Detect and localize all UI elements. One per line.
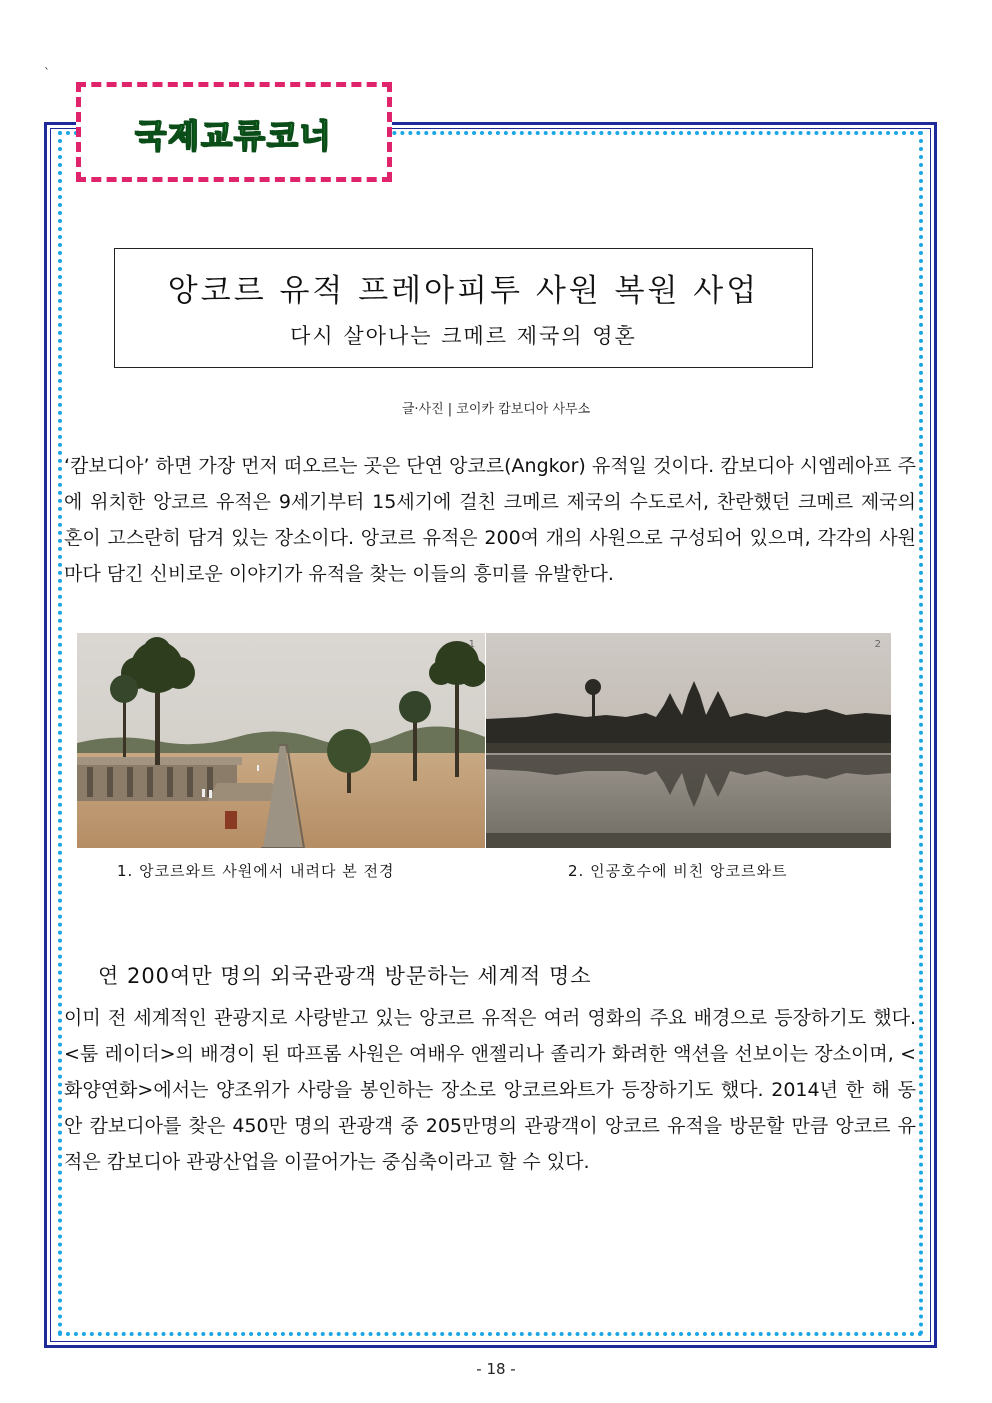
- photo-1-number: 1: [468, 639, 475, 650]
- photo-1-caption: 1. 앙코르와트 사원에서 내려다 본 전경: [117, 862, 395, 880]
- body-paragraph: 이미 전 세계적인 관광지로 사랑받고 있는 앙코르 유적은 여러 영화의 주요 배경으로 등장하기도 했다. <툼 레이더>의 배경이 된 따프롬 사원은 여배우 앤젤리나 졸리가 화려한 액션을 선보이는 장소이며, <화양연화>에서는 양조위가 사랑을 봉인하는 장소로 앙코르와트가 등장하기도 했다. 2014년 한 해 동안 캄보디아를 찾은 450만 명의 관광객 중 205만명의 관광객이 앙코르 유적을 방문할 만큼 앙코르 유적은 캄보디아 관광산업을 이끌어가는 중심축이라고 할 수 있다.: [64, 1007, 916, 1173]
- photo-2-image: [486, 633, 891, 848]
- article-title: 앙코르 유적 프레아피투 사원 복원 사업: [167, 273, 760, 309]
- intro-paragraph: ‘캄보디아’ 하면 가장 먼저 떠오르는 곳은 단연 앙코르(Angkor) 유적일 것이다. 캄보디아 시엠레아프 주에 위치한 앙코르 유적은 9세기부터 15세기에 걸친 크메르 제국의 수도로서, 찬란했던 크메르 제국의 혼이 고스란히 담겨 있는 장소이다. 앙코르 유적은 200여 개의 사원으로 구성되어 있으며, 각각의 사원마다 담긴 신비로운 이야기가 유적을 찾는 이들의 흥미를 유발한다.: [64, 455, 916, 585]
- photo-angkor-reflection: [486, 633, 891, 848]
- photo-angkor-causeway: [77, 633, 485, 848]
- byline: 글·사진 | 코이카 캄보디아 사무소: [401, 402, 591, 417]
- section-tag: [76, 82, 392, 182]
- photo-2-caption: 2. 인공호수에 비친 앙코르와트: [568, 862, 788, 880]
- page-number: - 18 -: [476, 1360, 516, 1378]
- photo-1-image: [77, 633, 485, 848]
- section-tag-label: 국제교류코너: [135, 117, 333, 155]
- article-subtitle: 다시 살아나는 크메르 제국의 영혼: [290, 324, 637, 348]
- section-subheading: 연 200여만 명의 외국관광객 방문하는 세계적 명소: [98, 964, 592, 988]
- title-box: [114, 248, 813, 368]
- photo-2-number: 2: [874, 639, 881, 650]
- corner-mark: `: [44, 66, 50, 80]
